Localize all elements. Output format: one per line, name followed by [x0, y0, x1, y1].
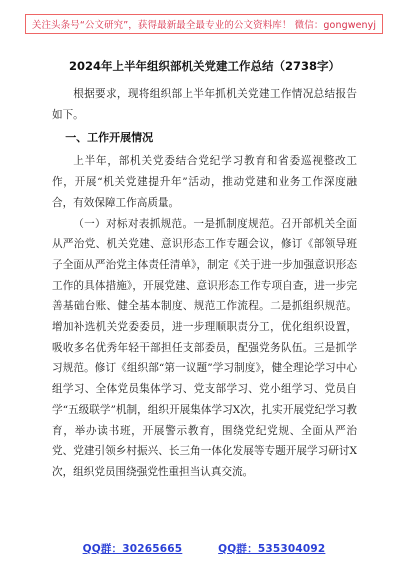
qq-group-1[interactable]: QQ群：30265665 [82, 543, 183, 555]
promo-banner-text: 关注头条号“公文研究”，获得最新最全最专业的公文资料库！ 微信：gongwenyj [25, 14, 383, 34]
intro-paragraph: 根据要求，现将组织部上半年抓机关党建工作情况总结报告如下。 [52, 88, 357, 121]
footer-contacts [0, 541, 408, 556]
qq-group-2[interactable]: QQ群：535304092 [218, 543, 326, 555]
document-page [52, 58, 357, 483]
body-paragraph-1: 上半年，部机关党委结合党纪学习教育和省委巡视整改工作，开展“机关党建提升年”活动，推动党建和业务工作深度融合，有效保障工作高质量。 [52, 155, 357, 209]
body-paragraph-2: （一）对标对表抓规范。一是抓制度规范。召开部机关全面从严治党、机关党建、意识形态工作专题会议，修订《部领导班子全面从严治党主体责任清单》，制定《关于进一步加强意识形态工作的具体措施》，开展党建、意识形态工作专项自查，进一步完善基础台账、健全基本制度、规范工作流程。二是抓组织规范。增加补选机关党委委员，进一步理顺职责分工，优化组织设置，吸收多名优秀年轻干部担任支部委员，配强党务队伍。三是抓学习规范。修订《组织部“第一议题”学习制度》，健全理论学习中心组学习、全体党员集体学习、党支部学习、党小组学习、党员自学“五级联学”机制，组织开展集体学习X次，扎实开展党纪学习教育，举办读书班，开展警示教育，围绕党纪党规、全面从严治党、党建引领乡村振兴、长三角一体化发展等专题开展学习研讨X次，组织党员围绕强党性重担当认真交流。 [52, 217, 357, 478]
promo-banner [0, 14, 408, 32]
section-heading: 一、工作开展情况 [65, 131, 154, 145]
document-title: 2024年上半年组织部机关党建工作总结（2738字） [68, 59, 340, 73]
